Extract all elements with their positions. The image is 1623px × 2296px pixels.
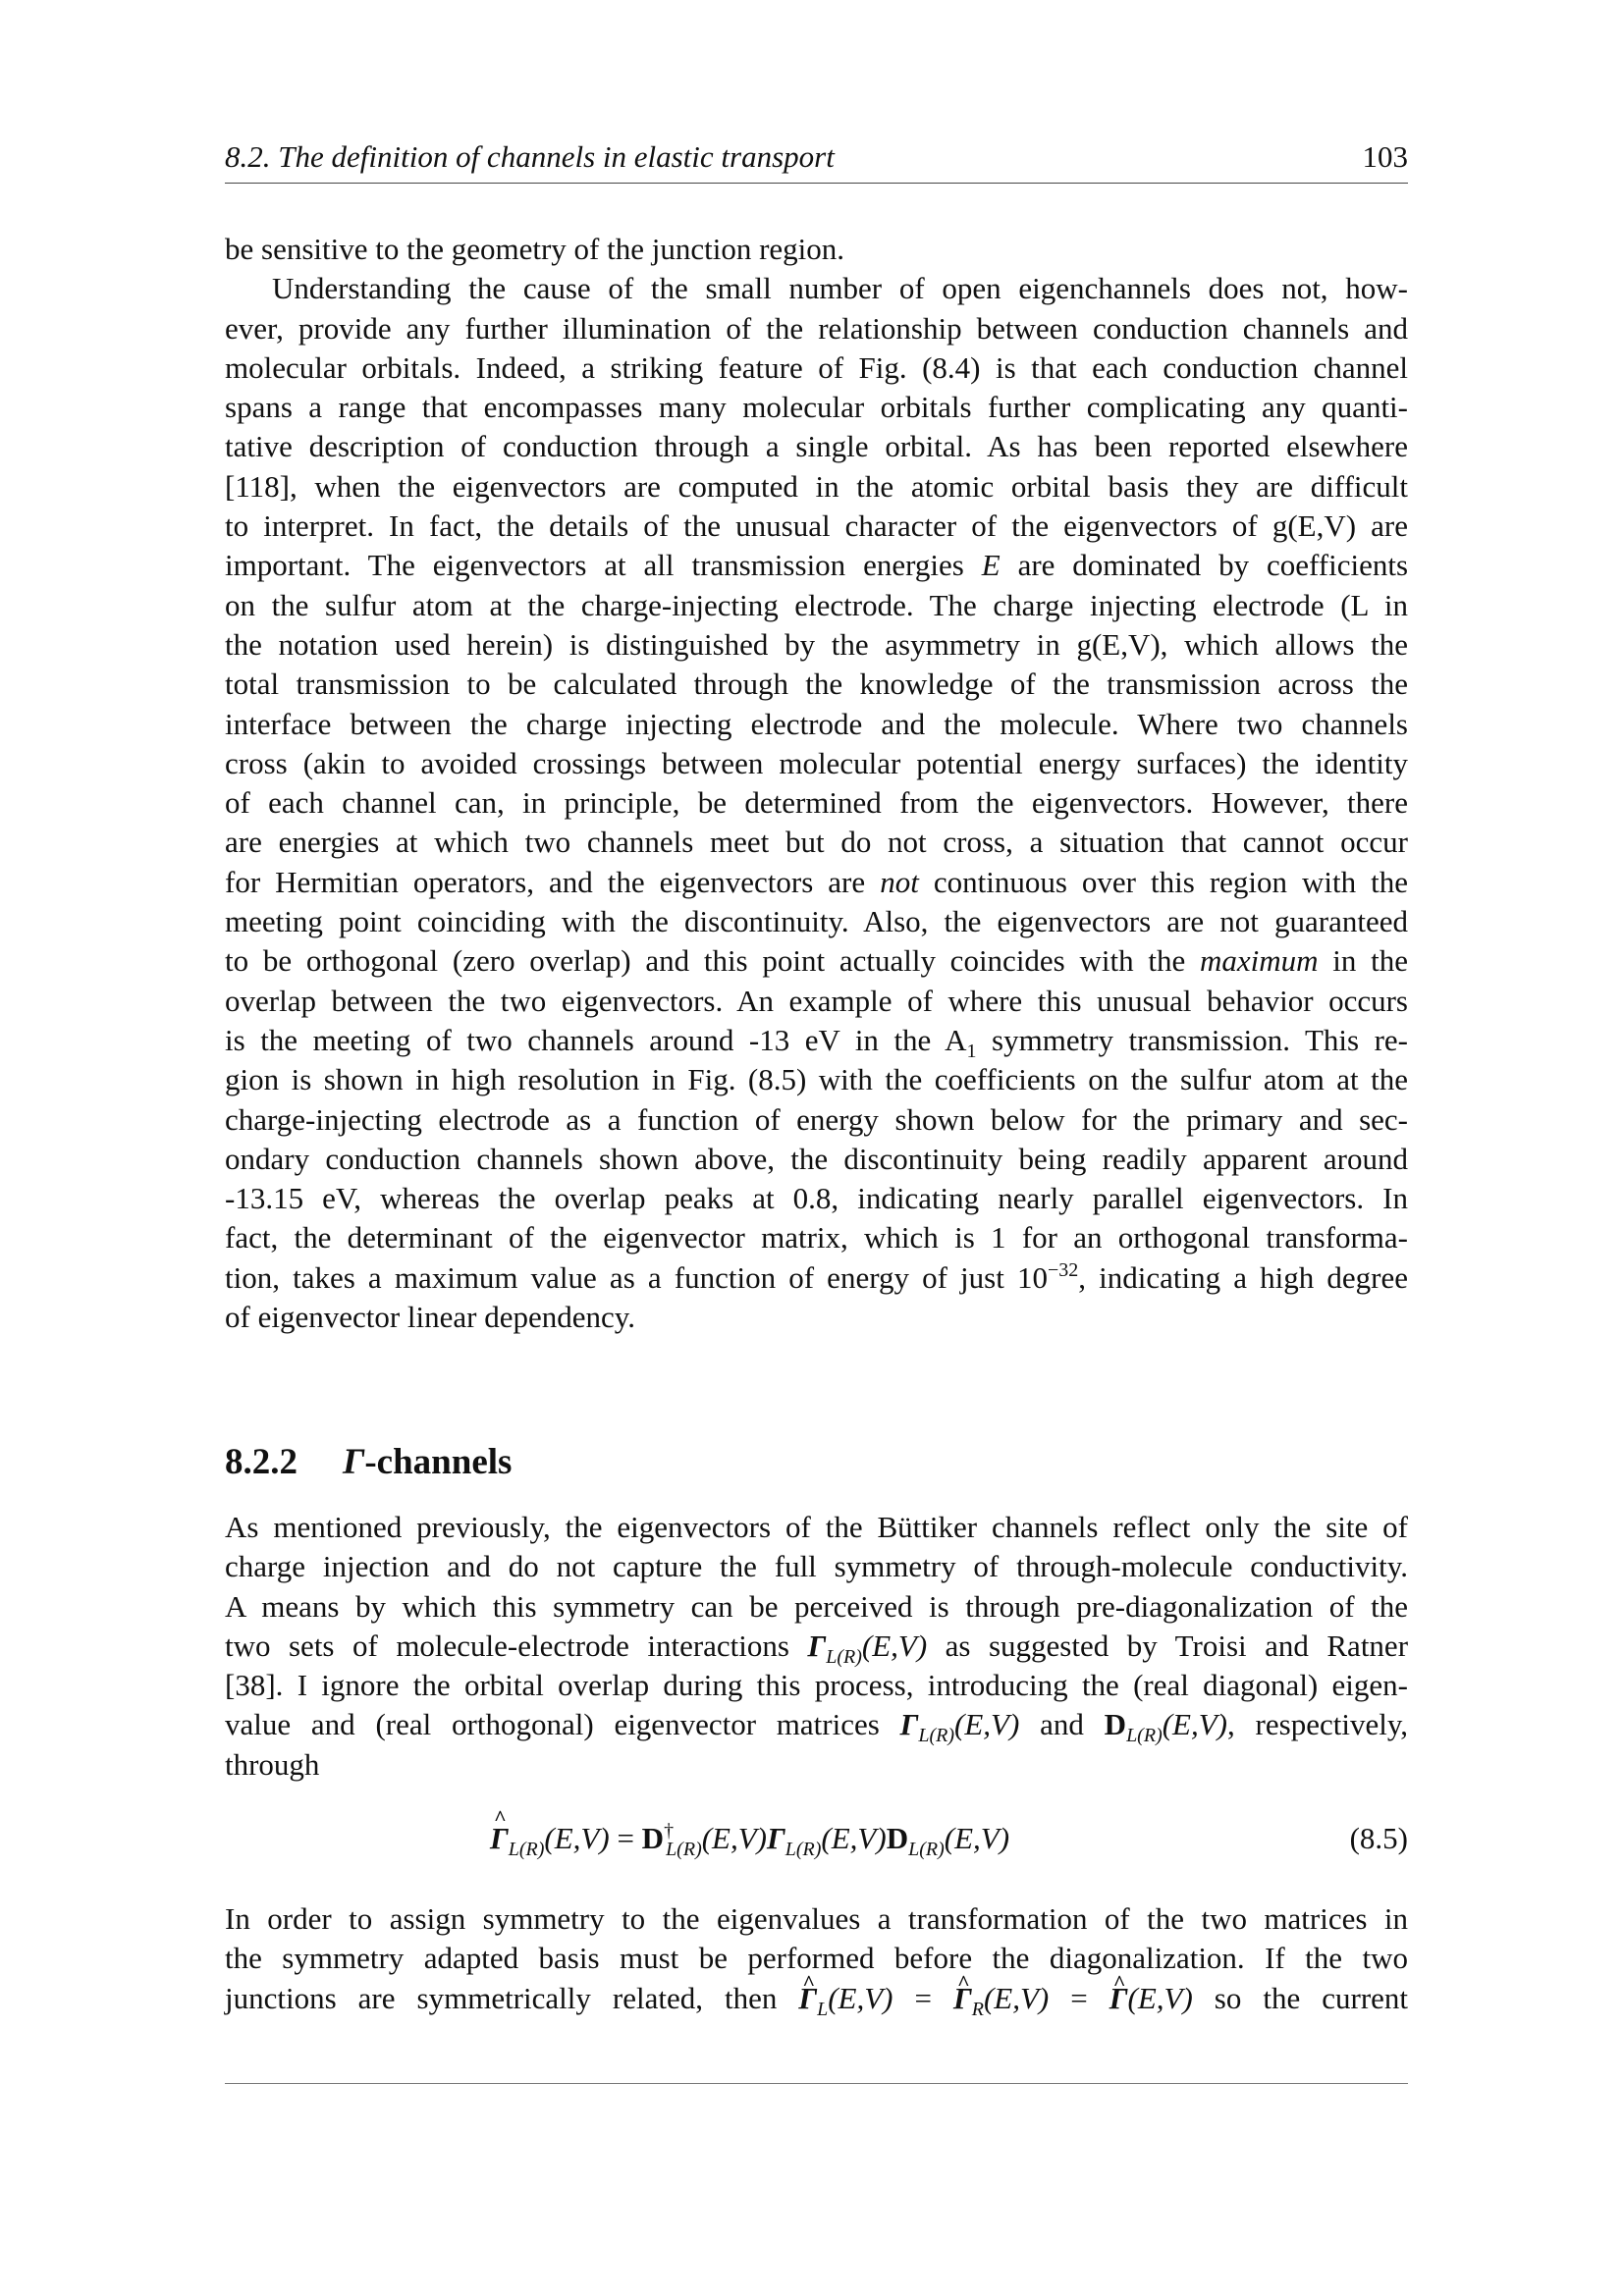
text-line: through (225, 1746, 320, 1782)
text-line: is the meeting of two channels around -13 eV in the $A_1$ symmetry transmission. This re- (225, 1022, 1408, 1062)
page-header (225, 139, 1408, 184)
text-line: of eigenvector linear dependency. (225, 1300, 636, 1335)
paragraph-eigenvectors (225, 230, 1408, 1337)
text-line: [38]. I ignore the orbital overlap during this process, introducing the (real diagonal) eigen- (225, 1668, 1408, 1703)
variable-E: E (981, 548, 1001, 583)
text-line: junctions are symmetrically related, then ^ $\Gamma_L(E,V)$ = ^ $\Gamma_R(E,V)$ = ^ Γ(E,V) so the current (225, 1979, 1408, 2018)
text-line: for Hermitian operators, and the eigenvectors are not continuous over this region with the (225, 864, 1409, 899)
text-line: ondary conduction channels shown above, the discontinuity being readily apparent around (225, 1141, 1408, 1176)
text-line: charge injection and do not capture the full symmetry of through-molecule conductivity. (225, 1549, 1408, 1584)
text-line: on the sulfur atom at the charge-injecting electrode. The charge injecting electrode (L in (225, 587, 1408, 622)
text-line: A means by which this symmetry can be perceived is through pre-diagonalization of the (225, 1588, 1408, 1624)
section-number: 8.2.2 (225, 1442, 298, 1482)
emphasis-not: not (880, 864, 919, 899)
text-line: to be orthogonal (zero overlap) and this point actually coincides with the maximum in the (225, 943, 1408, 979)
text-line: the notation used herein) is distinguished by the asymmetry in g(E,V), which allows the (225, 626, 1408, 662)
text-line: spans a range that encompasses many molecular orbitals further complicating any quanti- (225, 390, 1408, 425)
text-line: to interpret. In fact, the details of the unusual character of the eigenvectors of g(E,V) are (225, 508, 1408, 544)
text-line: total transmission to be calculated through the knowledge of the transmission across the (225, 667, 1408, 702)
text-line: tion, takes a maximum value as a function of energy of just $10^{-32}$, indicating a high degree (225, 1258, 1408, 1295)
text-line: As mentioned previously, the eigenvectors of the Büttiker channels reflect only the site of (225, 1510, 1408, 1544)
text-line: -13.15 eV, whereas the overlap peaks at 0.8, indicating nearly parallel eigenvectors. In (225, 1181, 1408, 1216)
paragraph-gamma-channels (225, 1508, 1408, 1785)
text-line: tative description of conduction through a single orbital. As has been reported elsewhere (225, 429, 1408, 464)
emphasis-maximum: maximum (1199, 943, 1319, 979)
text-line: cross (akin to avoided crossings between molecular potential energy surfaces) the identity (225, 745, 1408, 780)
text-line: value and (real orthogonal) eigenvector matrices $\Gamma_{L(R)}(E,V)$ and $D_{L(R)}(E,V)$, respectively, (225, 1707, 1409, 1747)
text-line: the symmetry adapted basis must be performed before the diagonalization. If the two (225, 1941, 1408, 1976)
text-line: charge-injecting electrode as a function of energy shown below for the primary and sec- (225, 1101, 1408, 1137)
page-number: 103 (1362, 139, 1408, 174)
text-line: Understanding the cause of the small number of open eigenchannels does not, how- (272, 271, 1408, 306)
equation-8-5 (225, 1821, 1408, 1870)
section-heading (225, 1441, 512, 1483)
paragraph-symmetry (225, 1899, 1408, 2018)
text-line: molecular orbitals. Indeed, a striking feature of Fig. (8.4) is that each conduction channel (225, 349, 1408, 385)
text-line: meeting point coinciding with the discontinuity. Also, the eigenvectors are not guaranteed (225, 904, 1408, 939)
equation-number: (8.5) (1349, 1821, 1408, 1855)
section-title: -channels (364, 1442, 513, 1482)
text-line: two sets of molecule-electrode interactions $\Gamma_{L(R)}(E,V)$ as suggested by Troisi and Ratner (225, 1628, 1409, 1668)
text-line: [118], when the eigenvectors are computed in the atomic orbital basis they are difficult (225, 468, 1408, 504)
equation-formula: ^ $\Gamma_{L(R)}(E,V) = D^\dagger_{L(R)}(E,V)\Gamma_{L(R)}(E,V)D_{L(R)}(E,V)$ (490, 1821, 1009, 1856)
text-line: fact, the determinant of the eigenvector matrix, which is 1 for an orthogonal transforma- (225, 1220, 1408, 1255)
text-line: be sensitive to the geometry of the junction region. (225, 232, 845, 266)
text-line: interface between the charge injecting electrode and the molecule. Where two channels (225, 706, 1408, 741)
text-line: are energies at which two channels meet but do not cross, a situation that cannot occur (225, 825, 1408, 860)
text-line: overlap between the two eigenvectors. An example of where this unusual behavior occurs (225, 983, 1408, 1018)
text-line: of each channel can, in principle, be determined from the eigenvectors. However, there (225, 785, 1408, 821)
text-line: ever, provide any further illumination of the relationship between conduction channels and (225, 310, 1408, 346)
text-line: In order to assign symmetry to the eigenvalues a transformation of the two matrices in (225, 1901, 1408, 1936)
section-gamma: Γ (343, 1442, 365, 1482)
text-line: gion is shown in high resolution in Fig. (8.5) with the coefficients on the sulfur atom at the (225, 1062, 1408, 1097)
footer-rule (225, 2083, 1408, 2084)
running-title: 8.2. The definition of channels in elastic transport (225, 139, 835, 174)
text-line: important. The eigenvectors at all transmission energies E are dominated by coefficients (225, 548, 1409, 583)
